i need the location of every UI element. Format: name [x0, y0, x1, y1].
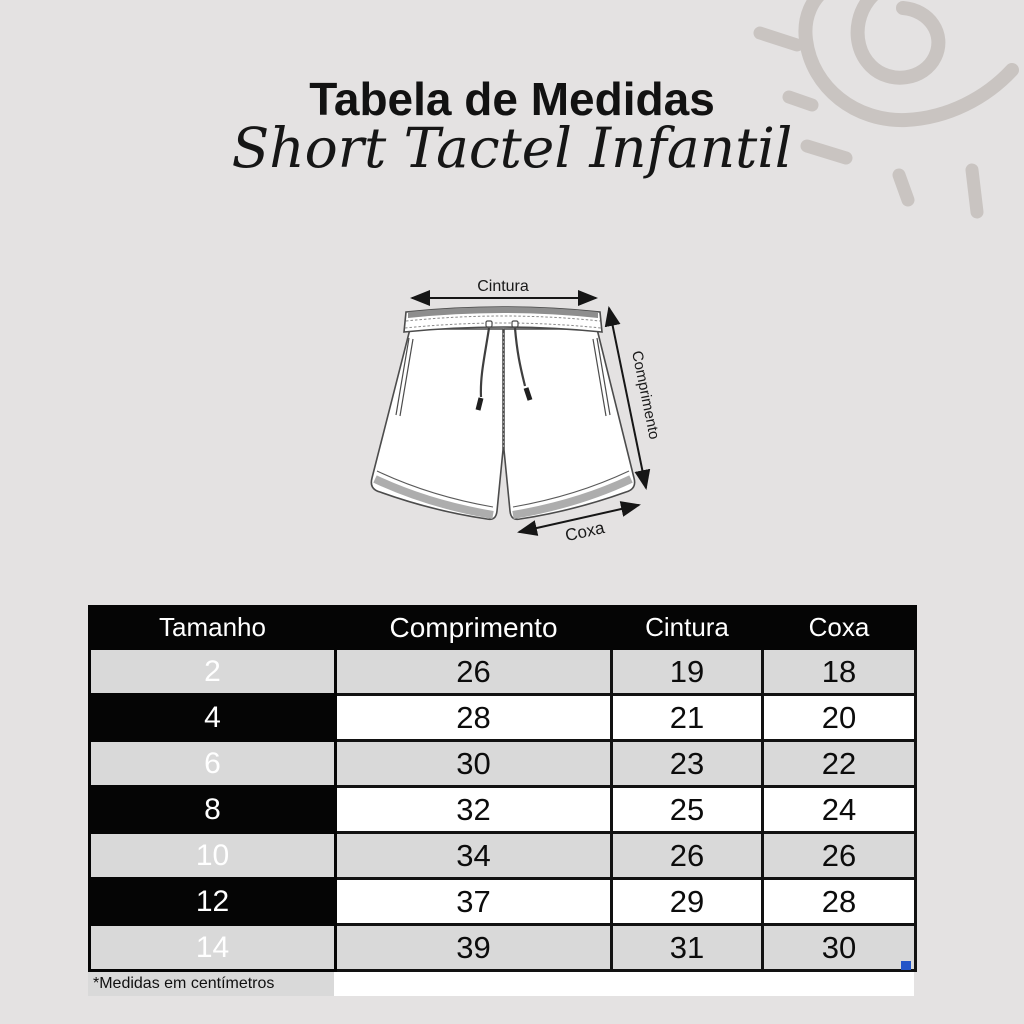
cell-cintura: 21 [612, 695, 763, 741]
sun-doodle-icon [734, 0, 1024, 250]
footnote-text: *Medidas em centímetros [88, 972, 334, 996]
cell-tamanho: 12 [90, 879, 336, 925]
diagram-label-coxa: Coxa [563, 518, 607, 546]
table-header-row [90, 607, 916, 649]
table-row [90, 649, 916, 695]
column-header-tamanho: Tamanho [90, 607, 336, 649]
cell-coxa: 24 [763, 787, 916, 833]
cell-coxa: 20 [763, 695, 916, 741]
table-row [90, 925, 916, 971]
cell-comprimento: 34 [336, 833, 612, 879]
cell-cintura: 26 [612, 833, 763, 879]
page-subtitle: Short Tactel Infantil [231, 116, 793, 180]
column-header-coxa: Coxa [763, 607, 916, 649]
cell-tamanho: 6 [90, 741, 336, 787]
diagram-label-comprimento: Comprimento [628, 349, 663, 441]
cell-comprimento: 30 [336, 741, 612, 787]
diagram-label-cintura: Cintura [477, 278, 529, 295]
shorts-diagram [330, 255, 690, 560]
column-header-comprimento: Comprimento [336, 607, 612, 649]
size-table [88, 605, 917, 972]
cell-coxa: 22 [763, 741, 916, 787]
column-header-cintura: Cintura [612, 607, 763, 649]
cell-tamanho: 8 [90, 787, 336, 833]
cell-comprimento: 32 [336, 787, 612, 833]
cell-coxa: 26 [763, 833, 916, 879]
cell-tamanho: 2 [90, 649, 336, 695]
cell-tamanho: 10 [90, 833, 336, 879]
table-row [90, 787, 916, 833]
selection-handle [901, 961, 911, 970]
page-title: Tabela de Medidas [309, 73, 715, 125]
cell-cintura: 29 [612, 879, 763, 925]
cell-cintura: 31 [612, 925, 763, 971]
shorts-outline [371, 307, 634, 519]
cell-cintura: 25 [612, 787, 763, 833]
table-row [90, 695, 916, 741]
table-row [90, 879, 916, 925]
cell-coxa: 28 [763, 879, 916, 925]
table-row [90, 741, 916, 787]
cell-comprimento: 26 [336, 649, 612, 695]
footnote-row [88, 972, 914, 996]
cell-comprimento: 28 [336, 695, 612, 741]
cell-coxa: 18 [763, 649, 916, 695]
cell-coxa: 30 [763, 925, 916, 971]
sun-doodle-strokes [760, 0, 1012, 212]
cell-cintura: 19 [612, 649, 763, 695]
cell-tamanho: 14 [90, 925, 336, 971]
cell-tamanho: 4 [90, 695, 336, 741]
cell-comprimento: 37 [336, 879, 612, 925]
cell-comprimento: 39 [336, 925, 612, 971]
table-row [90, 833, 916, 879]
cell-cintura: 23 [612, 741, 763, 787]
